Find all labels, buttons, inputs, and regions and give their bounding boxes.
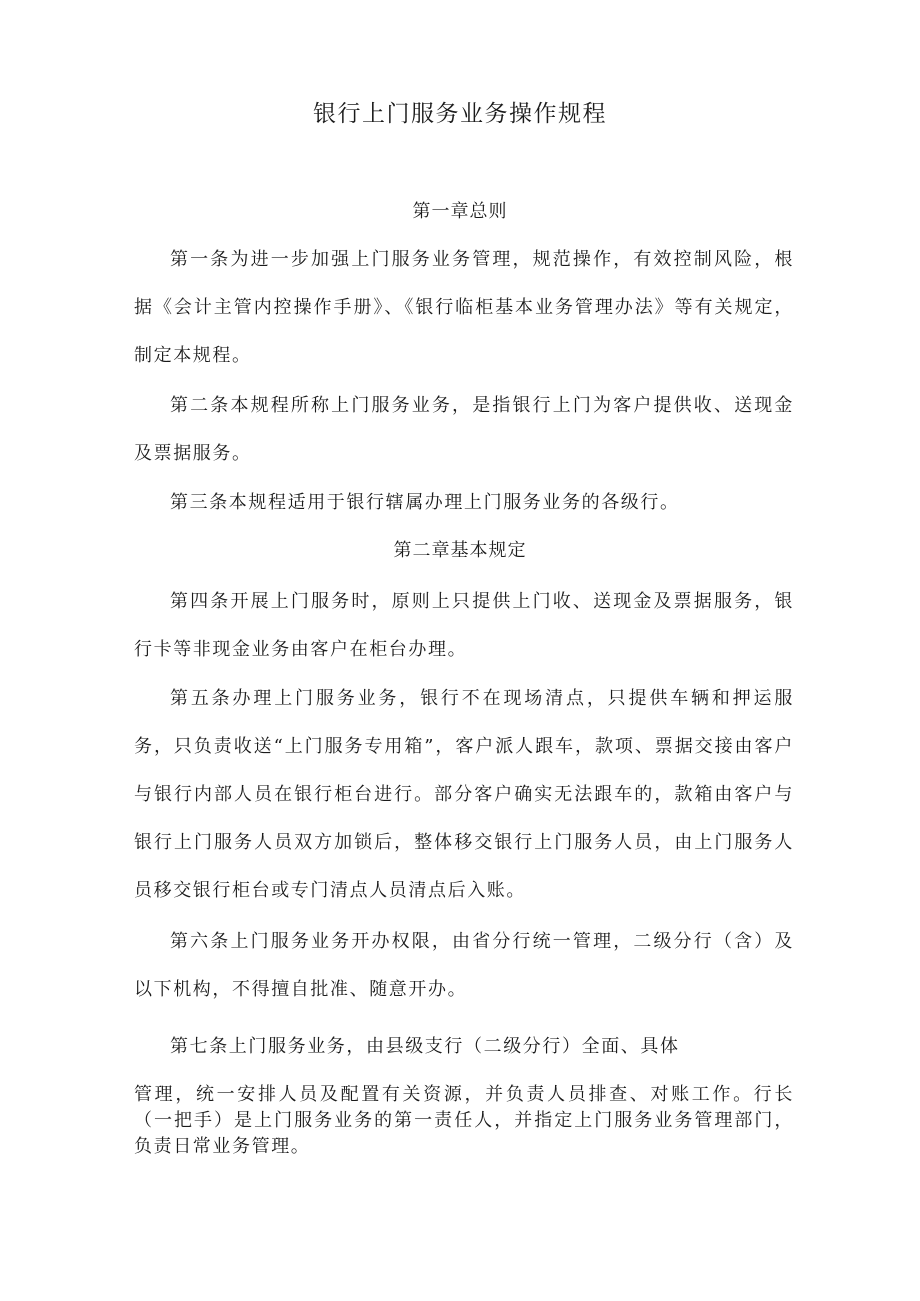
chapter-heading-1: 第一章总则 xyxy=(412,201,508,222)
article-1: 第一条为进一步加强上门服务业务管理，规范操作，有效控制风险，根据《会计主管内控操作手册》、《银行临柜基本业务管理办法》等有关规定，制定本规程。 xyxy=(134,249,794,366)
article-5: 第五条办理上门服务业务，银行不在现场清点，只提供车辆和押运服务，只负责收送“上门服务专用箱”，客户派人跟车，款项、票据交接由客户与银行内部人员在银行柜台进行。部分客户确实无法跟车的，款箱由客户与银行上门服务人员双方加锁后，整体移交银行上门服务人员，由上门服务人员移交银行柜台或专门清点人员清点后入账。 xyxy=(134,688,794,901)
article-7-heading: 第七条上门服务业务，由县级支行（二级分行）全面、具体 xyxy=(170,1036,680,1057)
article-3: 第三条本规程适用于银行辖属办理上门服务业务的各级行。 xyxy=(170,492,680,513)
article-6: 第六条上门服务业务开办权限，由省分行统一管理，二级分行（含）及以下机构，不得擅自批准、随意开办。 xyxy=(134,931,794,1000)
article-2: 第二条本规程所称上门服务业务，是指银行上门为客户提供收、送现金及票据服务。 xyxy=(134,395,794,464)
document-title: 银行上门服务业务操作规程 xyxy=(313,101,607,127)
article-7-body: 管理，统一安排人员及配置有关资源，并负责人员排查、对账工作。行长（一把手）是上门服务业务的第一责任人，并指定上门服务业务管理部门，负责日常业务管理。 xyxy=(134,1084,794,1157)
chapter-heading-2: 第二章基本规定 xyxy=(393,540,527,561)
article-4: 第四条开展上门服务时，原则上只提供上门收、送现金及票据服务，银行卡等非现金业务由客户在柜台办理。 xyxy=(134,591,794,660)
